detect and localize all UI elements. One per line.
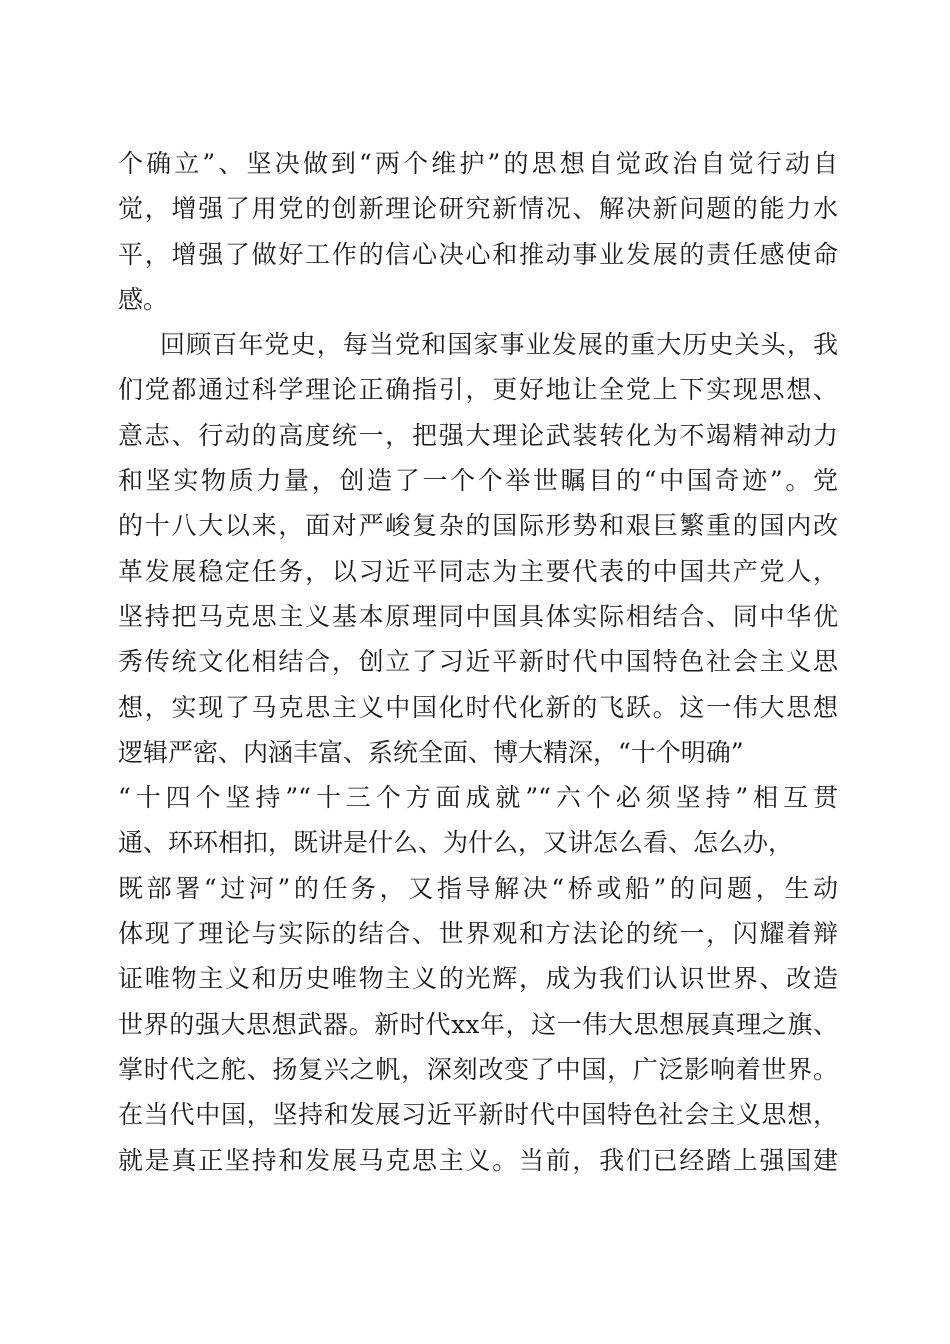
text-line: 通、环环相扣，既讲是什么、为什么，又讲怎么看、怎么办， xyxy=(118,828,794,858)
text-line: 们党都通过科学理论正确指引，更好地让全党上下实现思想、 xyxy=(118,375,838,405)
text-line: 的十八大以来，面对严峻复杂的国际形势和艰巨繁重的国内改 xyxy=(118,511,838,541)
text-line: “十四个坚持”“十三个方面成就”“六个必须坚持”相互贯 xyxy=(118,783,838,813)
text-line: 平，增强了做好工作的信心决心和推动事业发展的责任感使命 xyxy=(118,239,838,269)
body-text xyxy=(118,141,838,1183)
text-line: 意志、行动的高度统一，把强大理论武装转化为不竭精神动力 xyxy=(118,420,838,450)
text-line: 证唯物主义和历史唯物主义的光辉，成为我们认识世界、改造 xyxy=(118,964,838,994)
text-line: 掌时代之舵、扬复兴之帆，深刻改变了中国，广泛影响着世界。 xyxy=(118,1054,838,1084)
text-line: 逻辑严密、内涵丰富、系统全面、博大精深，“十个明确” xyxy=(118,737,744,767)
text-line: 就是真正坚持和发展马克思主义。当前，我们已经踏上强国建 xyxy=(118,1145,838,1175)
text-line: 秀传统文化相结合，创立了习近平新时代中国特色社会主义思 xyxy=(118,647,838,677)
text-line: 觉，增强了用党的创新理论研究新情况、解决新问题的能力水 xyxy=(118,194,838,224)
text-line: 革发展稳定任务，以习近平同志为主要代表的中国共产党人， xyxy=(118,556,838,586)
text-line: 想，实现了马克思主义中国化时代化新的飞跃。这一伟大思想 xyxy=(118,692,838,722)
text-line: 既部署“过河”的任务，又指导解决“桥或船”的问题，生动 xyxy=(118,873,838,903)
text-line: 在当代中国，坚持和发展习近平新时代中国特色社会主义思想， xyxy=(118,1100,838,1130)
text-line: 世界的强大思想武器。新时代xx年，这一伟大思想展真理之旗、 xyxy=(118,1009,838,1039)
text-line: 感。 xyxy=(118,284,169,314)
text-line: 坚持把马克思主义基本原理同中国具体实际相结合、同中华优 xyxy=(118,601,838,631)
paragraph-2 xyxy=(118,322,838,1183)
text-line: 体现了理论与实际的结合、世界观和方法论的统一，闪耀着辩 xyxy=(118,919,838,949)
paragraph-1 xyxy=(118,141,838,322)
text-line: 个确立”、坚决做到“两个维护”的思想自觉政治自觉行动自 xyxy=(118,149,838,178)
text-line: 回顾百年党史，每当党和国家事业发展的重大历史关头，我 xyxy=(160,330,838,360)
text-line: 和坚实物质力量，创造了一个个举世瞩目的“中国奇迹”。党 xyxy=(118,466,838,496)
